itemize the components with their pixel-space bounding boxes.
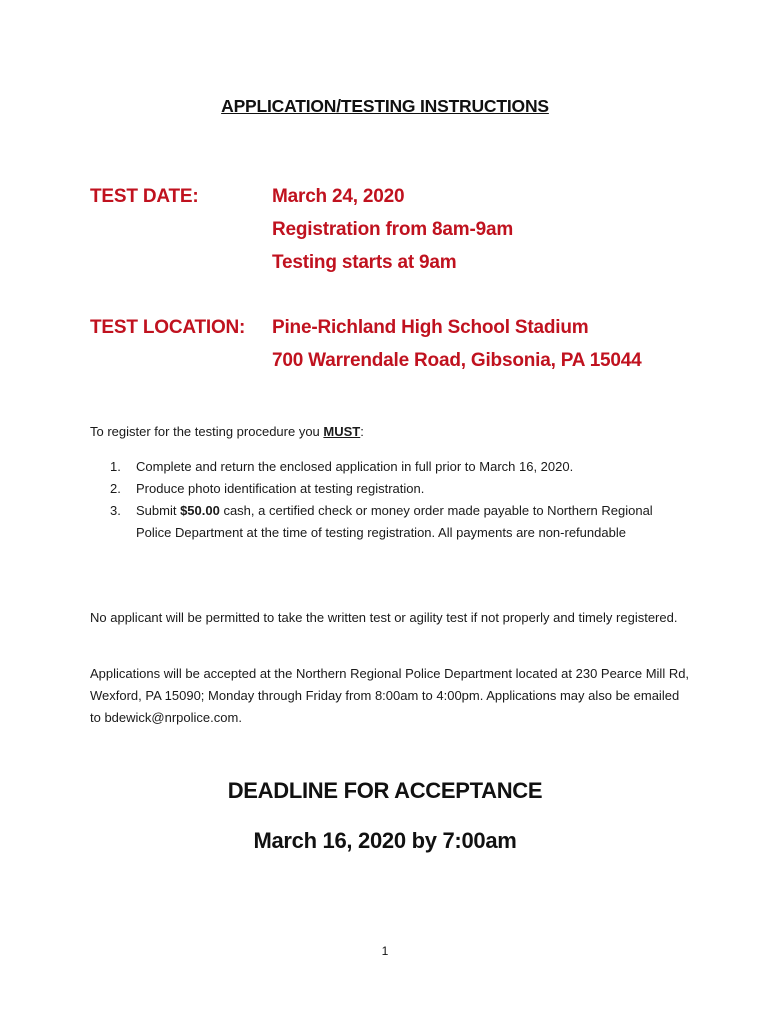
deadline-date: March 16, 2020 by 7:00am bbox=[253, 828, 517, 853]
register-intro-colon: : bbox=[360, 424, 364, 439]
list-item-text-before: Submit bbox=[136, 503, 181, 518]
deadline-heading: DEADLINE FOR ACCEPTANCE bbox=[227, 778, 543, 803]
list-item-number: 2. bbox=[110, 481, 121, 496]
requirements-list bbox=[110, 456, 670, 544]
list-item-text: Produce photo identification at testing registration. bbox=[136, 481, 425, 496]
list-item bbox=[110, 500, 670, 544]
list-item bbox=[110, 456, 670, 478]
page-number: 1 bbox=[381, 944, 389, 958]
list-item-number: 3. bbox=[110, 503, 121, 518]
test-location-address: 700 Warrendale Road, Gibsonia, PA 15044 bbox=[272, 350, 642, 371]
test-location-name: Pine-Richland High School Stadium bbox=[272, 317, 589, 338]
register-intro-text: To register for the testing procedure you bbox=[90, 424, 324, 439]
list-item-text-after: cash, a certified check or money order made payable to Northern Regional Police Department at the time of testing registration. All payments are non-refundable bbox=[136, 503, 653, 540]
registration-time: Registration from 8am-9am bbox=[272, 219, 514, 240]
must-emphasis: MUST bbox=[323, 424, 361, 439]
document-title: APPLICATION/TESTING INSTRUCTIONS bbox=[221, 96, 549, 116]
register-intro bbox=[90, 421, 690, 443]
applications-info: Applications will be accepted at the Northern Regional Police Department located at 230 Pearce Mill Rd, Wexford, PA 15090; Monday through Friday from 8:00am to 4:00pm. Applications may also be emailed to bdewick@nrpolice.com. bbox=[90, 666, 690, 725]
list-item bbox=[110, 478, 670, 500]
fee-amount: $50.00 bbox=[180, 503, 220, 518]
test-date-label: TEST DATE: bbox=[90, 186, 199, 207]
registration-notice: No applicant will be permitted to take the written test or agility test if not properly and timely registered. bbox=[90, 610, 678, 625]
test-date-value: March 24, 2020 bbox=[272, 186, 405, 207]
list-item-number: 1. bbox=[110, 459, 121, 474]
testing-start-time: Testing starts at 9am bbox=[272, 252, 457, 273]
list-item-text: Complete and return the enclosed application in full prior to March 16, 2020. bbox=[136, 459, 574, 474]
test-location-label: TEST LOCATION: bbox=[90, 317, 246, 338]
